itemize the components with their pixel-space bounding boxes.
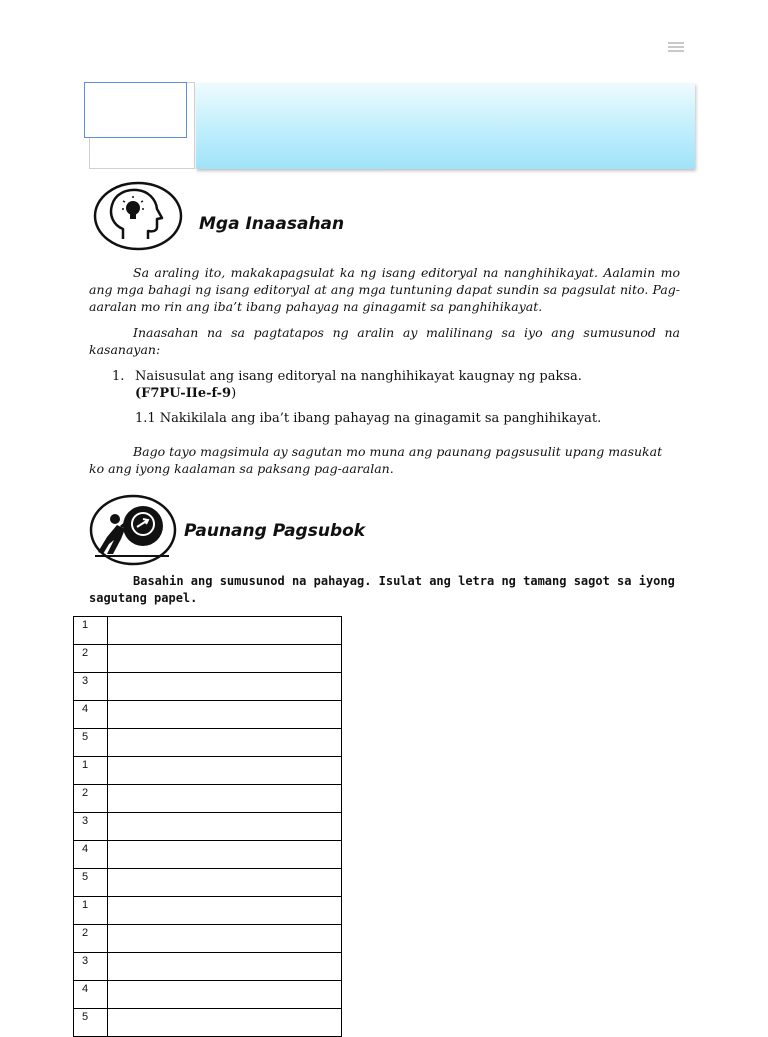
table-row: [74, 785, 342, 813]
answer-blank: [108, 617, 342, 645]
table-row: [74, 645, 342, 673]
instruction-text: Basahin ang sumusunod na pahayag. Isulat ang letra ng tamang sagot sa iyong sagutang papel.: [89, 574, 675, 605]
answer-number: 2: [74, 645, 108, 673]
table-row: [74, 841, 342, 869]
answer-blank: [108, 785, 342, 813]
answer-blank: [108, 897, 342, 925]
answer-blank: [108, 813, 342, 841]
section-title-paunang-pagsubok: Paunang Pagsubok: [184, 521, 366, 541]
table-row: [74, 813, 342, 841]
table-row: [74, 617, 342, 645]
table-row: [74, 869, 342, 897]
answer-blank: [108, 645, 342, 673]
table-row: [74, 729, 342, 757]
table-row: [74, 897, 342, 925]
competency-item: [112, 368, 582, 402]
competency-text: Naisusulat ang isang editoryal na nanghihikayat kaugnay ng paksa.: [135, 369, 582, 384]
table-row: [74, 1009, 342, 1037]
competency-code: (F7PU-IIe-f-9: [135, 386, 232, 401]
lightbulb-head-icon: [93, 181, 183, 251]
competency-number: 1.: [112, 369, 125, 384]
answer-number: 3: [74, 673, 108, 701]
answer-number: 1: [74, 617, 108, 645]
answer-number: 2: [74, 785, 108, 813]
answer-number: 5: [74, 869, 108, 897]
section-title-inaasahan: Mga Inaasahan: [199, 214, 345, 234]
table-row: [74, 701, 342, 729]
page-menu-icon: [668, 42, 684, 56]
answer-blank: [108, 729, 342, 757]
answer-table: [73, 616, 342, 1037]
header-banner: [196, 83, 695, 169]
table-row: [74, 953, 342, 981]
answer-blank: [108, 869, 342, 897]
answer-blank: [108, 981, 342, 1009]
answer-number: 3: [74, 813, 108, 841]
intro-paragraph-1: Sa araling ito, makakapagsulat ka ng isang editoryal na nanghihikayat. Aalamin mo ang mga bahagi ng isang editoryal at ang mga tuntuning dapat sundin sa pagsulat nito. Pag-aaralan mo rin ang iba’t ibang pahayag na ginagamit sa panghihikayat.: [89, 265, 680, 314]
answer-blank: [108, 1009, 342, 1037]
table-row: [74, 757, 342, 785]
pushing-boulder-icon: [89, 494, 177, 566]
answer-blank: [108, 673, 342, 701]
pretest-intro: Bago tayo magsimula ay sagutan mo muna ang paunang pagsusulit upang masukat ko ang iyong kaalaman sa paksang pag-aaralan.: [89, 444, 663, 476]
table-row: [74, 925, 342, 953]
answer-number: 4: [74, 701, 108, 729]
answer-blank: [108, 925, 342, 953]
table-row: [74, 673, 342, 701]
answer-number: 5: [74, 729, 108, 757]
table-row: [74, 981, 342, 1009]
competency-code-close: ): [231, 386, 237, 401]
answer-number: 5: [74, 1009, 108, 1037]
competency-sub-item: 1.1 Nakikilala ang iba’t ibang pahayag na ginagamit sa panghihikayat.: [135, 411, 602, 426]
answer-number: 4: [74, 841, 108, 869]
intro-paragraph-2: Inaasahan na sa pagtatapos ng aralin ay malilinang sa iyo ang sumusunod na kasanayan:: [89, 325, 680, 357]
banner-logo-box: [84, 82, 187, 138]
answer-number: 3: [74, 953, 108, 981]
answer-number: 2: [74, 925, 108, 953]
answer-number: 4: [74, 981, 108, 1009]
answer-number: 1: [74, 897, 108, 925]
answer-blank: [108, 841, 342, 869]
answer-number: 1: [74, 757, 108, 785]
answer-blank: [108, 701, 342, 729]
answer-blank: [108, 953, 342, 981]
answer-blank: [108, 757, 342, 785]
